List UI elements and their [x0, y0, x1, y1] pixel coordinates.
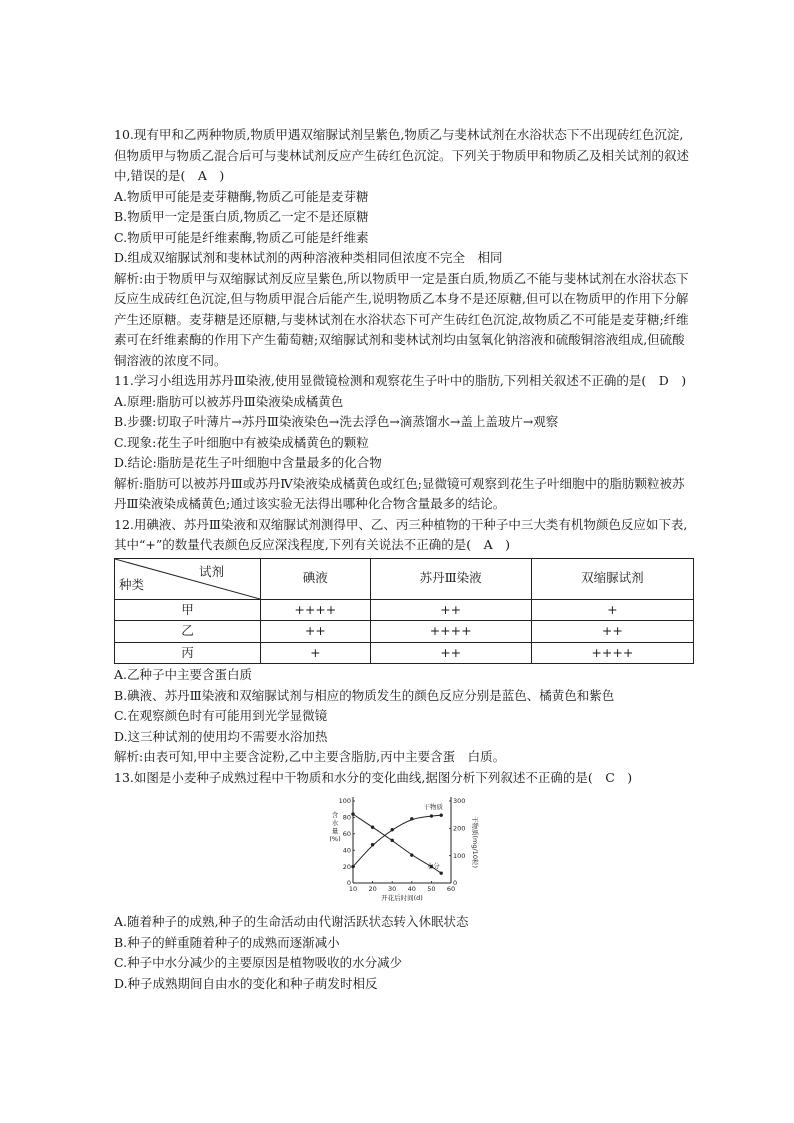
q12-stem: 12.用碘液、苏丹Ⅲ染液和双缩脲试剂测得甲、乙、丙三种植物的干种子中三大类有机物颜色反应如下表,其中“+”的数量代表颜色反应深浅程度,下列有关说法不正确的是( A ) [114, 516, 688, 552]
q11-option-b: B.步骤:切取子叶薄片→苏丹Ⅲ染液染色→洗去浮色→滴蒸馏水→盖上盖玻片→观察 [114, 414, 559, 429]
y-left-tick-label: 80 [342, 813, 351, 822]
dry-matter-curve-point [351, 865, 354, 868]
water-curve-point [371, 826, 374, 829]
y-left-axis-label-char: 含 [331, 811, 339, 819]
x-tick-label: 10 [348, 885, 358, 893]
y-left-axis-label-char: 水 [331, 819, 339, 827]
table-cell: ++ [370, 599, 531, 621]
x-tick-label: 60 [446, 885, 456, 893]
table-cell: ++ [531, 621, 693, 643]
dry-matter-curve-point [371, 843, 374, 846]
y-left-tick-label: 20 [342, 862, 351, 871]
q11-option-c: C.现象:花生子叶细胞中有被染成橘黄色的颗粒 [114, 434, 369, 450]
dry-matter-curve-point [440, 814, 443, 817]
q12-option-b: B.碘液、苏丹Ⅲ染液和双缩脲试剂与相应的物质发生的颜色反应分别是蓝色、橘黄色和紫色 [114, 687, 615, 703]
worksheet-page [114, 125, 694, 994]
water-curve-point [351, 812, 354, 815]
x-tick-label: 30 [388, 885, 397, 893]
y-left-tick-label: 60 [342, 830, 351, 838]
x-tick-label: 50 [427, 885, 436, 893]
table-header-row [115, 558, 694, 599]
y-right-tick-label: 100 [453, 851, 466, 860]
q10-analysis: 解析:由于物质甲与双缩脲试剂反应呈紫色,所以物质甲一定是蛋白质,物质乙不能与斐林试剂在水浴状态下反应生成砖红色沉淀,但与物质甲混合后能产生,说明物质乙本身不是还原糖,但可以在物质甲的作用下分解产生还原糖。麦芽糖是还原糖,与斐林试剂在水浴状态下可产生砖红色沉淀,故物质乙不可能是麦芽糖;纤维素可在纤维素酶的作用下产生葡萄糖;双缩脲试剂和斐林试剂均由氢氧化钠溶液和硫酸铜溶液组成,但硫酸铜溶液的浓度不同。 [114, 270, 689, 368]
y-right-tick-label: 0 [453, 879, 458, 888]
y-right-axis-label: 干物质(mg/10粒) [471, 816, 479, 868]
dry-matter-curve-point [410, 817, 413, 820]
seed-maturation-chart [319, 791, 489, 906]
table-header-cell: 苏丹Ⅲ染液 [370, 558, 531, 599]
table-cell: ++ [370, 642, 531, 664]
table-corner-cell [115, 558, 261, 599]
x-tick-label: 40 [407, 885, 416, 893]
q13-stem: 13.如图是小麦种子成熟过程中干物质和水分的变化曲线,据图分析下列叙述不正确的是( C ) [114, 769, 633, 785]
x-axis-label: 开花后时间(d) [381, 894, 423, 902]
water-curve-label: 水分 [426, 862, 440, 871]
corner-label-kind: 种类 [119, 577, 145, 592]
q12-option-c: C.在观察颜色时有可能用到光学显微镜 [114, 708, 328, 723]
row-label: 丙 [115, 642, 261, 664]
q11-analysis: 解析:脂肪可以被苏丹Ⅲ或苏丹Ⅳ染液染成橘黄色或红色;显微镜可观察到花生子叶细胞中的脂肪颗粒被苏丹Ⅲ染液染成橘黄色;通过该实验无法得出哪种化合物含量最多的结论。 [114, 475, 685, 511]
water-curve-point [410, 853, 413, 856]
dry-matter-curve-point [430, 814, 433, 817]
table-cell: ++++ [370, 621, 531, 643]
q10-option-a: A.物质甲可能是麦芽糖酶,物质乙可能是麦芽糖 [114, 188, 369, 204]
q13-option-d: D.种子成熟期间自由水的变化和种子萌发时相反 [114, 975, 378, 991]
q11-stem: 11.学习小组选用苏丹Ⅲ染液,使用显微镜检测和观察花生子叶中的脂肪,下列相关叙述不正确的是( D ) [114, 373, 687, 388]
y-right-tick-label: 200 [453, 824, 466, 833]
water-curve-point [391, 839, 394, 842]
q10-option-b: B.物质甲一定是蛋白质,物质乙一定不是还原糖 [114, 209, 369, 224]
y-left-tick-label: 100 [338, 797, 351, 806]
q11-option-a: A.原理:脂肪可以被苏丹Ⅲ染液染成橘黄色 [114, 393, 344, 409]
table-cell: ++++ [261, 599, 371, 621]
q13-option-a: A.随着种子的成熟,种子的生命活动由代谢活跃状态转入休眠状态 [114, 914, 469, 929]
q10-option-c: C.物质甲可能是纤维素酶,物质乙可能是纤维素 [114, 229, 369, 245]
row-label: 甲 [115, 599, 261, 621]
q12-analysis: 解析:由表可知,甲中主要含淀粉,乙中主要含脂肪,丙中主要含蛋 白质。 [114, 749, 506, 764]
dry-matter-curve-point [391, 828, 394, 831]
q13-option-c: C.种子中水分减少的主要原因是植物吸收的水分减少 [114, 955, 403, 970]
table-cell: ++ [261, 621, 371, 643]
table-row [115, 642, 694, 664]
q10-option-d: D.组成双缩脲试剂和斐林试剂的两种溶液种类相同但浓度不完全 相同 [114, 250, 503, 265]
q10-stem: 10.现有甲和乙两种物质,物质甲遇双缩脲试剂呈紫色,物质乙与斐林试剂在水浴状态下不出现砖红色沉淀,但物质甲与物质乙混合后可与斐林试剂反应产生砖红色沉淀。下列关于物质甲和物质乙及相关试剂的叙述中,错误的是( A ) [114, 127, 690, 183]
table-cell: + [261, 642, 371, 664]
q12-option-d: D.这三种试剂的使用均不需要水浴加热 [114, 728, 328, 744]
q13-option-b: B.种子的鲜重随着种子的成熟而逐渐减小 [114, 934, 340, 950]
y-left-tick-label: 0 [346, 879, 351, 888]
y-left-axis-label-char: 量 [331, 827, 339, 835]
reagent-table [114, 558, 694, 665]
table-cell: + [531, 599, 693, 621]
y-right-tick-label: 300 [453, 797, 466, 806]
q12-option-a: A.乙种子中主要含蛋白质 [114, 667, 253, 682]
x-tick-label: 20 [368, 885, 377, 893]
table-cell: ++++ [531, 642, 693, 664]
corner-label-reagent: 试剂 [198, 563, 224, 579]
dry-matter-curve-label: 干物质 [423, 803, 443, 812]
q11-option-d: D.结论:脂肪是花生子叶细胞中含量最多的化合物 [114, 455, 382, 470]
table-header-cell: 碘液 [261, 558, 371, 599]
table-header-cell: 双缩脲试剂 [531, 558, 693, 599]
y-left-axis-label-char: (%) [329, 835, 341, 843]
chart-container [114, 791, 694, 906]
row-label: 乙 [115, 621, 261, 643]
water-curve-point [440, 871, 443, 874]
table-row [115, 599, 694, 621]
y-left-tick-label: 40 [342, 846, 351, 855]
table-row [115, 621, 694, 643]
